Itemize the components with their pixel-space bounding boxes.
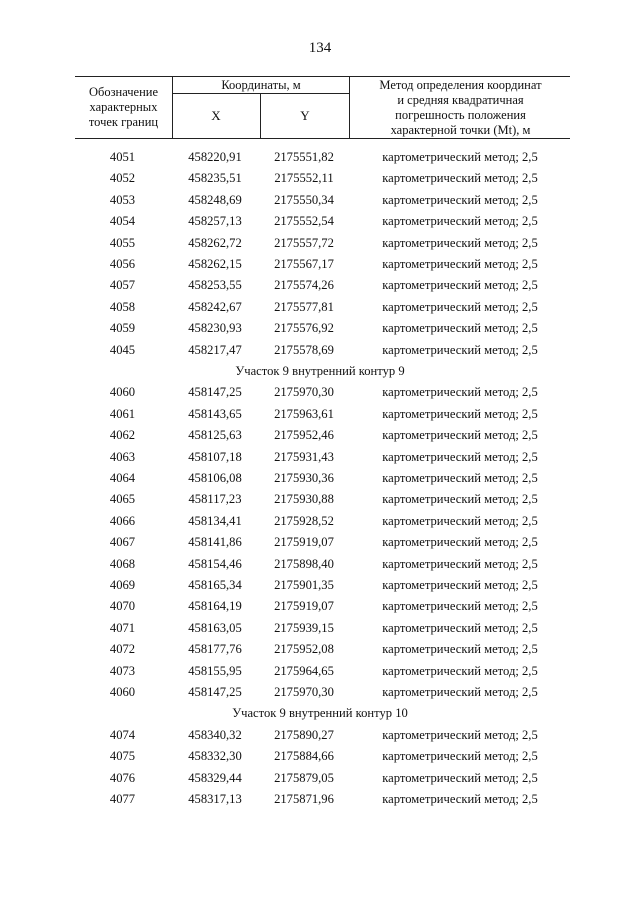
method-cell: картометрический метод; 2,5 [382,471,538,485]
method-cell: картометрический метод; 2,5 [382,792,538,806]
header-designation-line: точек границ [88,115,159,129]
table-row [0,662,640,683]
point-id: 4045 [109,342,136,357]
table-row [0,169,640,190]
coord-y: 2175890,27 [274,727,334,742]
coord-x: 458248,69 [188,192,242,207]
coord-x: 458143,65 [188,406,242,421]
coord-x: 458155,95 [188,663,242,678]
method-cell: картометрический метод; 2,5 [382,214,538,229]
coord-x: 458163,05 [188,620,242,635]
coord-y: 2175552,11 [274,171,334,186]
method-cell: картометрический метод; 2,5 [382,171,538,186]
table-row [0,533,640,554]
table-row [0,683,640,704]
coord-y: 2175930,36 [274,471,334,485]
coord-x: 458235,51 [188,171,242,186]
point-id: 4072 [109,642,136,657]
coord-x: 458332,30 [188,749,242,764]
method-cell: картометрический метод; 2,5 [382,428,538,443]
coord-y: 2175931,43 [274,449,334,464]
point-id: 4073 [109,663,136,678]
header-x: X [211,108,221,123]
method-cell: картометрический метод; 2,5 [382,642,538,657]
table-row [0,640,640,661]
header-designation-line: Обозначение [88,85,159,99]
table-row [0,469,640,490]
table-row [0,426,640,447]
table-row [0,234,640,255]
section-heading: Участок 9 внутренний контур 10 [232,706,408,721]
coord-y: 2175567,17 [274,257,334,271]
coord-y: 2175576,92 [274,321,334,336]
method-cell: картометрический метод; 2,5 [382,599,538,614]
coord-y: 2175919,07 [274,599,334,614]
table-row [0,212,640,233]
point-id: 4071 [109,620,136,635]
page-number: 134 [308,40,332,56]
method-cell: картометрический метод; 2,5 [382,727,538,742]
table-row [0,726,640,747]
point-id: 4051 [109,150,136,164]
coord-x: 458164,19 [188,599,242,614]
header-coordinates: Координаты, м [221,78,301,92]
header-coords-rule [172,93,350,94]
method-cell: картометрический метод; 2,5 [382,385,538,400]
coord-y: 2175939,15 [274,620,334,635]
header-designation [75,85,172,130]
coord-y: 2175970,30 [274,385,334,400]
method-cell: картометрический метод; 2,5 [382,321,538,336]
table-row [0,298,640,319]
point-id: 4061 [109,406,136,421]
method-cell: картометрический метод; 2,5 [382,492,538,507]
coord-x: 458220,91 [188,150,242,164]
coord-y: 2175901,35 [274,578,334,592]
point-id: 4055 [109,235,136,250]
coord-x: 458253,55 [188,278,242,293]
coord-y: 2175550,34 [274,192,334,207]
method-cell: картометрический метод; 2,5 [382,556,538,571]
method-cell: картометрический метод; 2,5 [382,257,538,271]
point-id: 4068 [109,556,136,571]
coord-x: 458134,41 [188,513,242,528]
coord-x: 458147,25 [188,385,242,400]
header-bottom-rule [75,138,570,139]
section-heading-row [0,362,640,383]
method-cell: картометрический метод; 2,5 [382,535,538,550]
coord-x: 458165,34 [188,578,242,592]
table-row [0,148,640,169]
header-y: Y [300,108,310,123]
method-cell: картометрический метод; 2,5 [382,578,538,592]
point-id: 4075 [109,749,136,764]
table-row [0,383,640,404]
point-id: 4063 [109,449,136,464]
table-row [0,555,640,576]
section-heading-row [0,704,640,725]
point-id: 4074 [109,727,136,742]
coord-x: 458262,72 [188,235,242,250]
coord-x: 458317,13 [188,792,242,806]
coord-y: 2175952,46 [274,428,334,443]
table-row [0,512,640,533]
coord-y: 2175964,65 [274,663,334,678]
coord-y: 2175930,88 [274,492,334,507]
table-row [0,191,640,212]
method-cell: картометрический метод; 2,5 [382,278,538,293]
header-method-line: характерной точки (Mt), м [390,123,531,137]
table-row [0,769,640,790]
point-id: 4053 [109,192,136,207]
point-id: 4060 [109,685,136,699]
coord-y: 2175898,40 [274,556,334,571]
method-cell: картометрический метод; 2,5 [382,299,538,314]
coord-x: 458107,18 [188,449,242,464]
coord-y: 2175871,96 [274,792,334,806]
point-id: 4056 [109,257,136,271]
method-cell: картометрический метод; 2,5 [382,150,538,164]
point-id: 4067 [109,535,136,550]
method-cell: картометрический метод; 2,5 [382,513,538,528]
point-id: 4066 [109,513,136,528]
coord-x: 458262,15 [188,257,242,271]
header-method-line: погрешность положения [395,108,526,122]
method-cell: картометрический метод; 2,5 [382,192,538,207]
coord-y: 2175551,82 [274,150,334,164]
coord-y: 2175919,07 [274,535,334,550]
coord-y: 2175578,69 [274,342,334,357]
coord-x: 458329,44 [188,770,242,785]
coord-y: 2175963,61 [274,406,334,421]
header-method-line: и средняя квадратичная [397,93,524,107]
coord-x: 458230,93 [188,321,242,336]
point-id: 4060 [109,385,136,400]
point-id: 4054 [109,214,136,229]
point-id: 4077 [109,792,136,806]
header-designation-line: характерных [89,100,158,114]
coord-y: 2175879,05 [274,770,334,785]
coord-x: 458141,86 [188,535,242,550]
point-id: 4052 [109,171,136,186]
section-heading: Участок 9 внутренний контур 9 [235,364,405,378]
table-row [0,448,640,469]
point-id: 4058 [109,299,136,314]
coord-y: 2175557,72 [274,235,334,250]
coord-y: 2175884,66 [274,749,334,764]
table-row [0,319,640,340]
coord-x: 458106,08 [188,471,242,485]
point-id: 4059 [109,321,136,336]
method-cell: картометрический метод; 2,5 [382,770,538,785]
coord-x: 458217,47 [188,342,242,357]
table-row [0,597,640,618]
method-cell: картометрический метод; 2,5 [382,449,538,464]
coord-x: 458125,63 [188,428,242,443]
coord-y: 2175928,52 [274,513,334,528]
coord-x: 458257,13 [188,214,242,229]
coord-y: 2175577,81 [274,299,334,314]
point-id: 4065 [109,492,136,507]
table-header [75,76,570,139]
point-id: 4070 [109,599,136,614]
coord-y: 2175552,54 [274,214,334,229]
table-row [0,747,640,768]
header-top-rule [75,76,570,77]
coord-x: 458177,76 [188,642,242,657]
header-method [351,78,570,138]
coord-y: 2175952,08 [274,642,334,657]
method-cell: картометрический метод; 2,5 [382,685,538,699]
coord-x: 458154,46 [188,556,242,571]
table-row [0,790,640,811]
table-row [0,576,640,597]
coord-y: 2175970,30 [274,685,334,699]
method-cell: картометрический метод; 2,5 [382,620,538,635]
point-id: 4076 [109,770,136,785]
coord-x: 458117,23 [188,492,242,507]
method-cell: картометрический метод; 2,5 [382,406,538,421]
method-cell: картометрический метод; 2,5 [382,342,538,357]
coord-x: 458340,32 [188,727,242,742]
method-cell: картометрический метод; 2,5 [382,663,538,678]
method-cell: картометрический метод; 2,5 [382,235,538,250]
table-row [0,490,640,511]
point-id: 4064 [109,471,136,485]
point-id: 4062 [109,428,136,443]
table-row [0,276,640,297]
table-row [0,619,640,640]
method-cell: картометрический метод; 2,5 [382,749,538,764]
coord-x: 458147,25 [188,685,242,699]
coord-y: 2175574,26 [274,278,334,293]
point-id: 4057 [109,278,136,293]
table-row [0,405,640,426]
coord-x: 458242,67 [188,299,242,314]
point-id: 4069 [109,578,136,592]
header-method-line: Метод определения координат [379,78,542,92]
table-row [0,255,640,276]
table-row [0,341,640,362]
